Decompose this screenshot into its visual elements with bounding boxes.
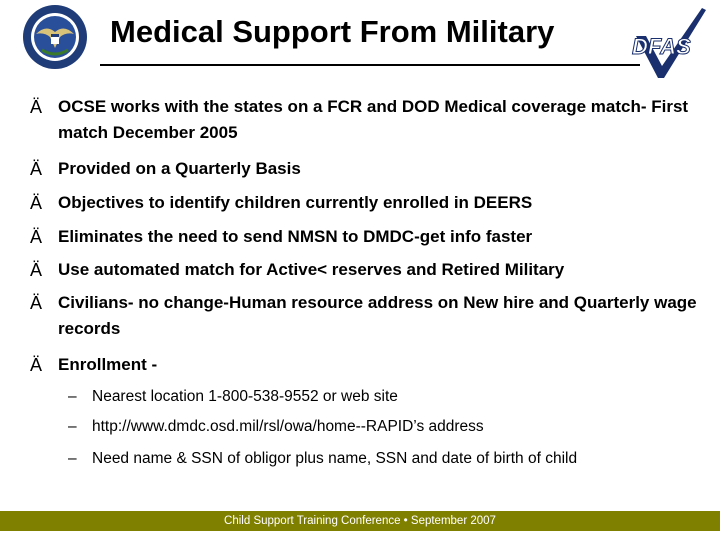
- footer-text: Child Support Training Conference • September 2007: [224, 515, 496, 527]
- dod-seal-icon: [22, 4, 88, 70]
- bullet-glyph: Ä: [30, 260, 43, 280]
- bullet-text: Use automated match for Active< reserves and Retired Military: [58, 260, 565, 279]
- bullet-glyph: Ä: [30, 293, 43, 313]
- sub-bullet-text: Nearest location 1-800-538-9552 or web site: [92, 388, 398, 405]
- bullet-glyph: Ä: [30, 355, 43, 375]
- bullet-text: Civilians- no change-Human resource address on New hire and Quarterly wage records: [58, 293, 697, 338]
- bullet-text: Eliminates the need to send NMSN to DMDC-get info faster: [58, 227, 533, 246]
- bullet-glyph: Ä: [30, 97, 43, 117]
- dfas-logo-text: DFAS: [632, 34, 691, 59]
- sub-bullet-dash: –: [68, 388, 77, 405]
- sub-bullet-link-text: http://www.dmdc.osd.mil/rsl/owa/home--RAPID’s address: [92, 418, 484, 435]
- sub-bullet-text: Need name & SSN of obligor plus name, SSN and date of birth of child: [92, 450, 578, 467]
- bullet-text: Enrollment -: [58, 355, 158, 374]
- bullet-text: Provided on a Quarterly Basis: [58, 159, 301, 178]
- page-title: Medical Support From Military: [110, 14, 555, 49]
- bullet-glyph: Ä: [30, 159, 43, 179]
- sub-bullet-dash: –: [68, 450, 77, 467]
- dfas-checkmark-logo-icon: [626, 6, 708, 78]
- sub-bullet-dash: –: [68, 418, 77, 435]
- bullet-glyph: Ä: [30, 227, 43, 247]
- title-underline: [100, 64, 640, 66]
- bullet-glyph: Ä: [30, 193, 43, 213]
- bullet-text: Objectives to identify children currently enrolled in DEERS: [58, 193, 533, 212]
- bullet-text: OCSE works with the states on a FCR and DOD Medical coverage match- First match December 2005: [58, 97, 689, 142]
